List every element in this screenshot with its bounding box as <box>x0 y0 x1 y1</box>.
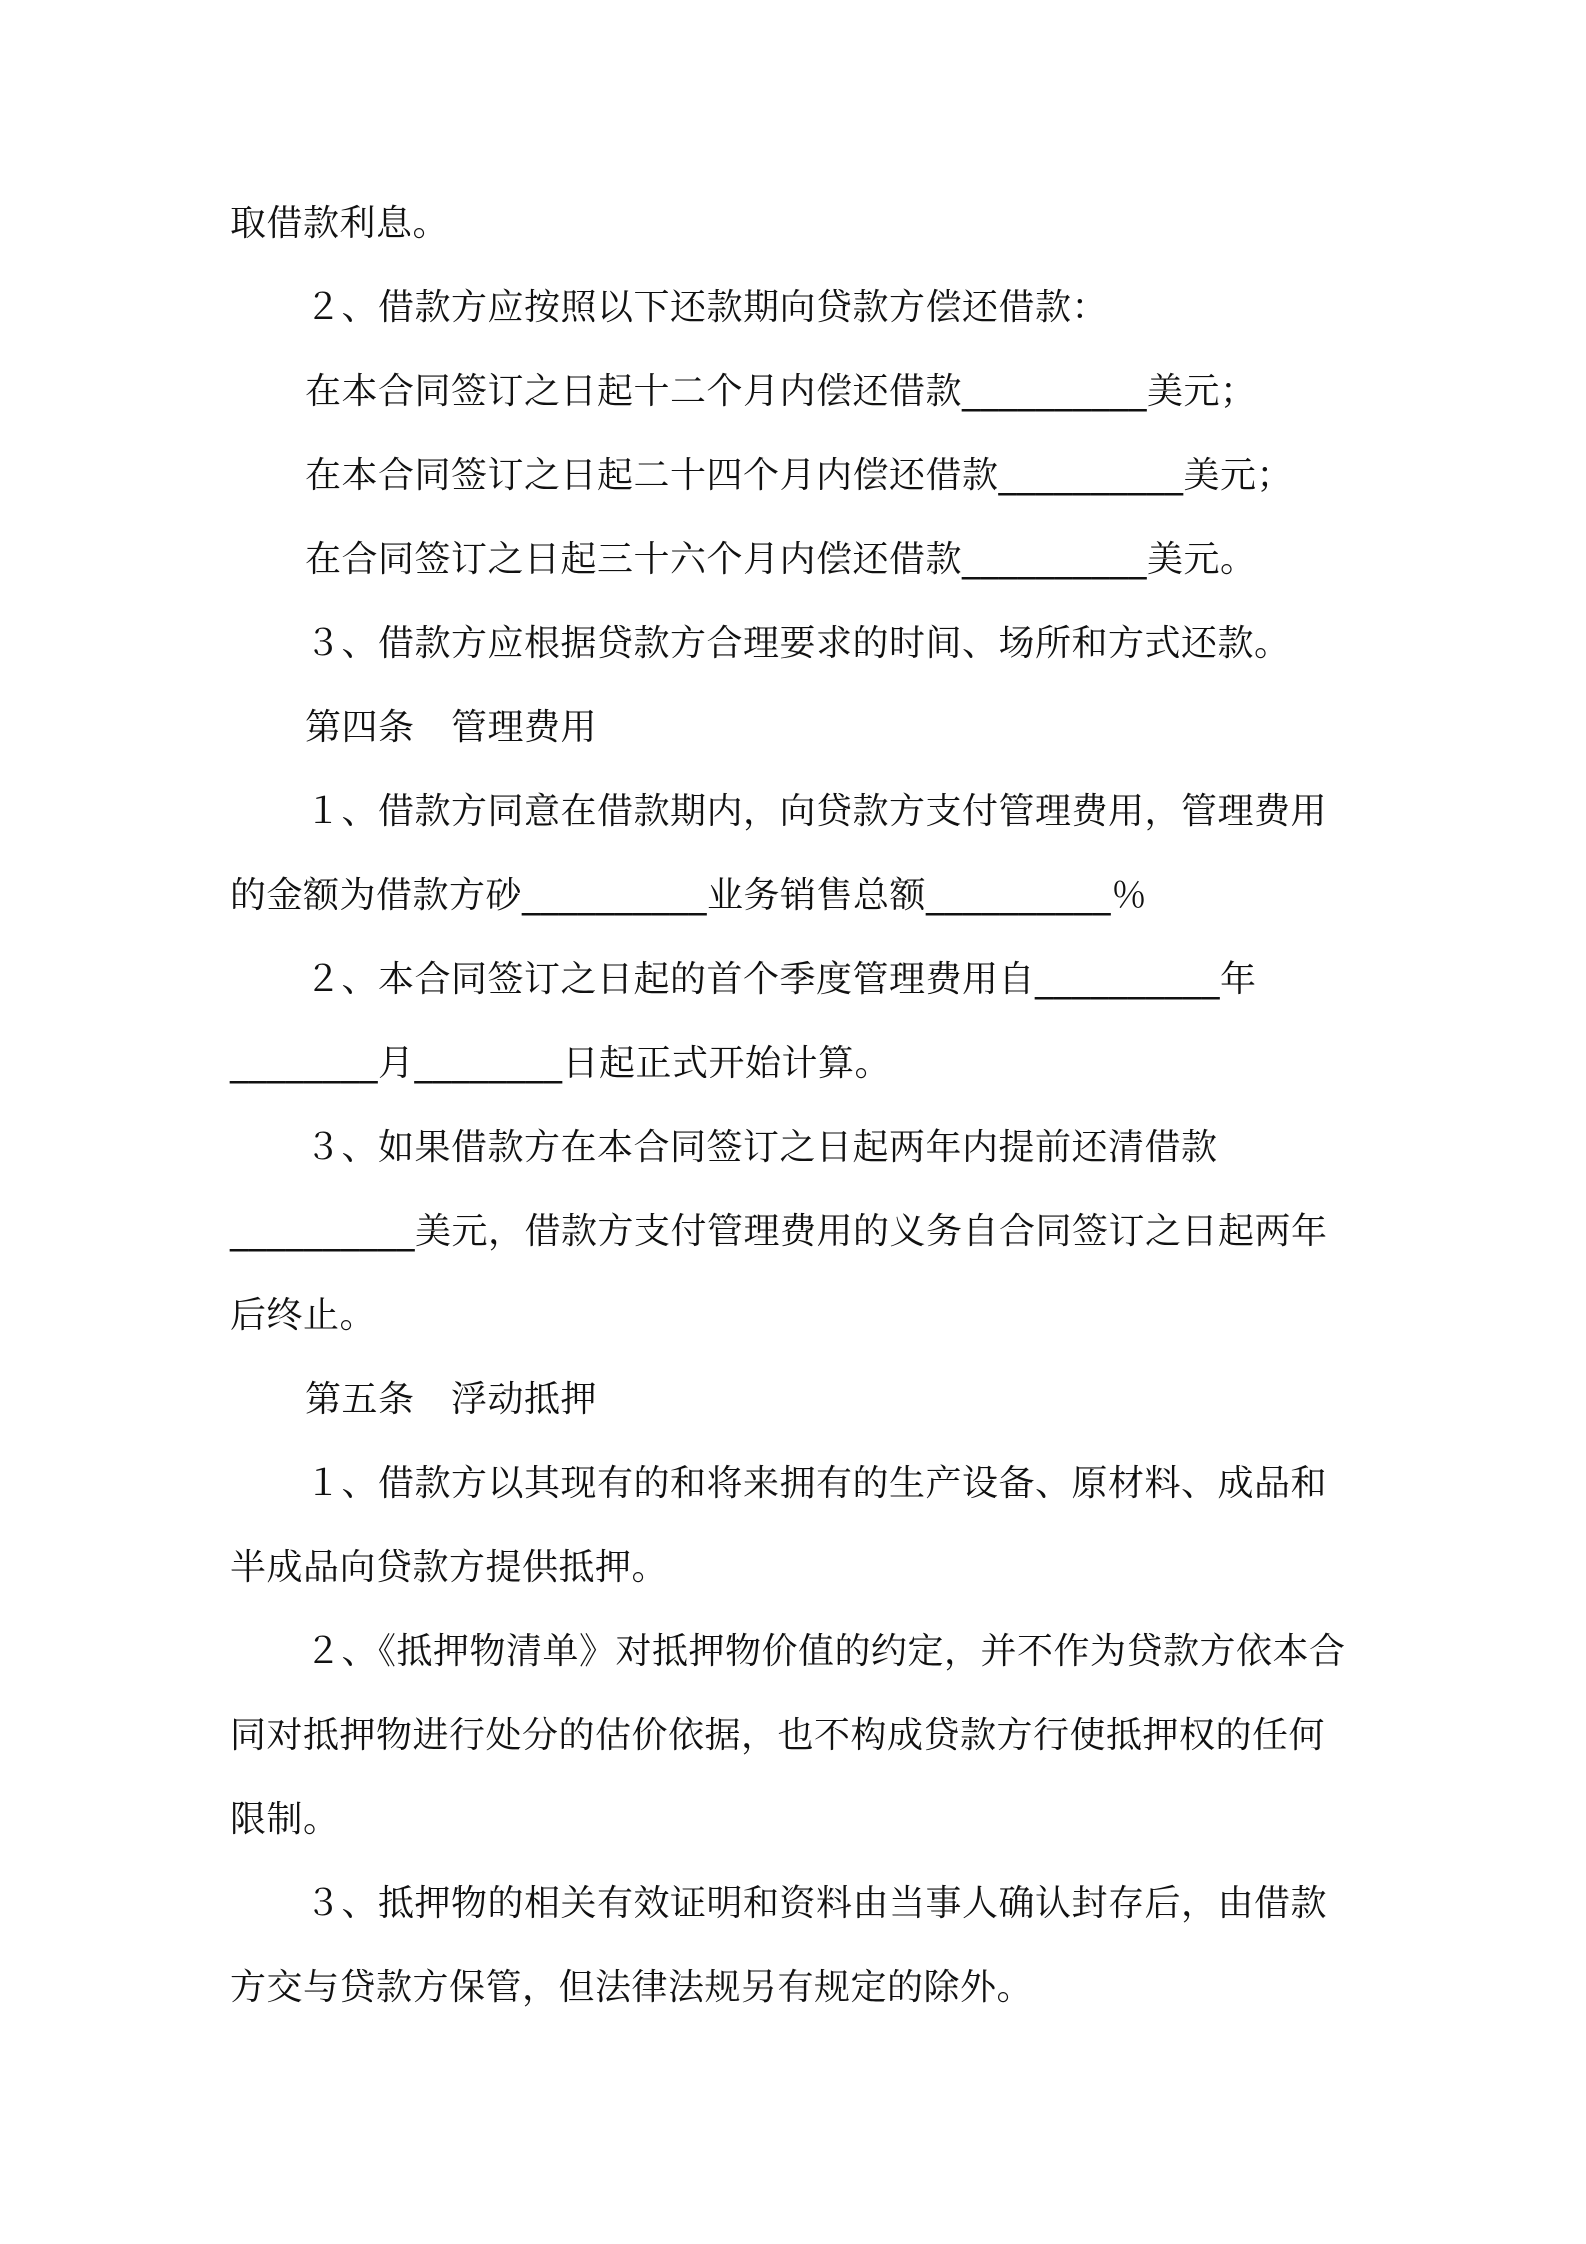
text-line-4: 在本合同签订之日起二十四个月内偿还借款__________美元； <box>305 455 1294 496</box>
text-line-2: ２、借款方应按照以下还款期向贷款方偿还借款： <box>305 287 1109 328</box>
text-line-18: ２、《抵押物清单》对抵押物价值的约定，并不作为贷款方依本合 <box>305 1631 1346 1672</box>
text-line-6: ３、借款方应根据贷款方合理要求的时间、场所和方式还款。 <box>305 623 1291 664</box>
text-line-22: 方交与贷款方保管，但法律法规另有规定的除外。 <box>230 1967 1034 2008</box>
text-line-14: 后终止。 <box>230 1295 377 1336</box>
text-line-11: ________月________日起正式开始计算。 <box>230 1043 892 1084</box>
text-line-10: ２、本合同签订之日起的首个季度管理费用自__________年 <box>305 959 1257 1000</box>
section-heading-4: 第四条 管理费用 <box>305 707 598 748</box>
text-line-3: 在本合同签订之日起十二个月内偿还借款__________美元； <box>305 371 1257 412</box>
text-line-17: 半成品向贷款方提供抵押。 <box>230 1547 669 1588</box>
text-line-12: ３、如果借款方在本合同签订之日起两年内提前还清借款 <box>305 1127 1218 1168</box>
text-line-9: 的金额为借款方砂__________业务销售总额__________％ <box>230 875 1148 916</box>
text-line-5: 在合同签订之日起三十六个月内偿还借款__________美元。 <box>305 539 1257 580</box>
text-line-13: __________美元，借款方支付管理费用的义务自合同签订之日起两年 <box>230 1211 1328 1252</box>
section-heading-5: 第五条 浮动抵押 <box>305 1379 598 1420</box>
text-line-8: １、借款方同意在借款期内，向贷款方支付管理费用，管理费用 <box>305 791 1328 832</box>
text-line-1: 取借款利息。 <box>230 203 450 244</box>
text-line-21: ３、抵押物的相关有效证明和资料由当事人确认封存后，由借款 <box>305 1883 1328 1924</box>
text-line-19: 同对抵押物进行处分的估价依据，也不构成贷款方行使抵押权的任何 <box>230 1715 1326 1756</box>
text-line-16: １、借款方以其现有的和将来拥有的生产设备、原材料、成品和 <box>305 1463 1328 1504</box>
text-line-20: 限制。 <box>230 1799 340 1840</box>
